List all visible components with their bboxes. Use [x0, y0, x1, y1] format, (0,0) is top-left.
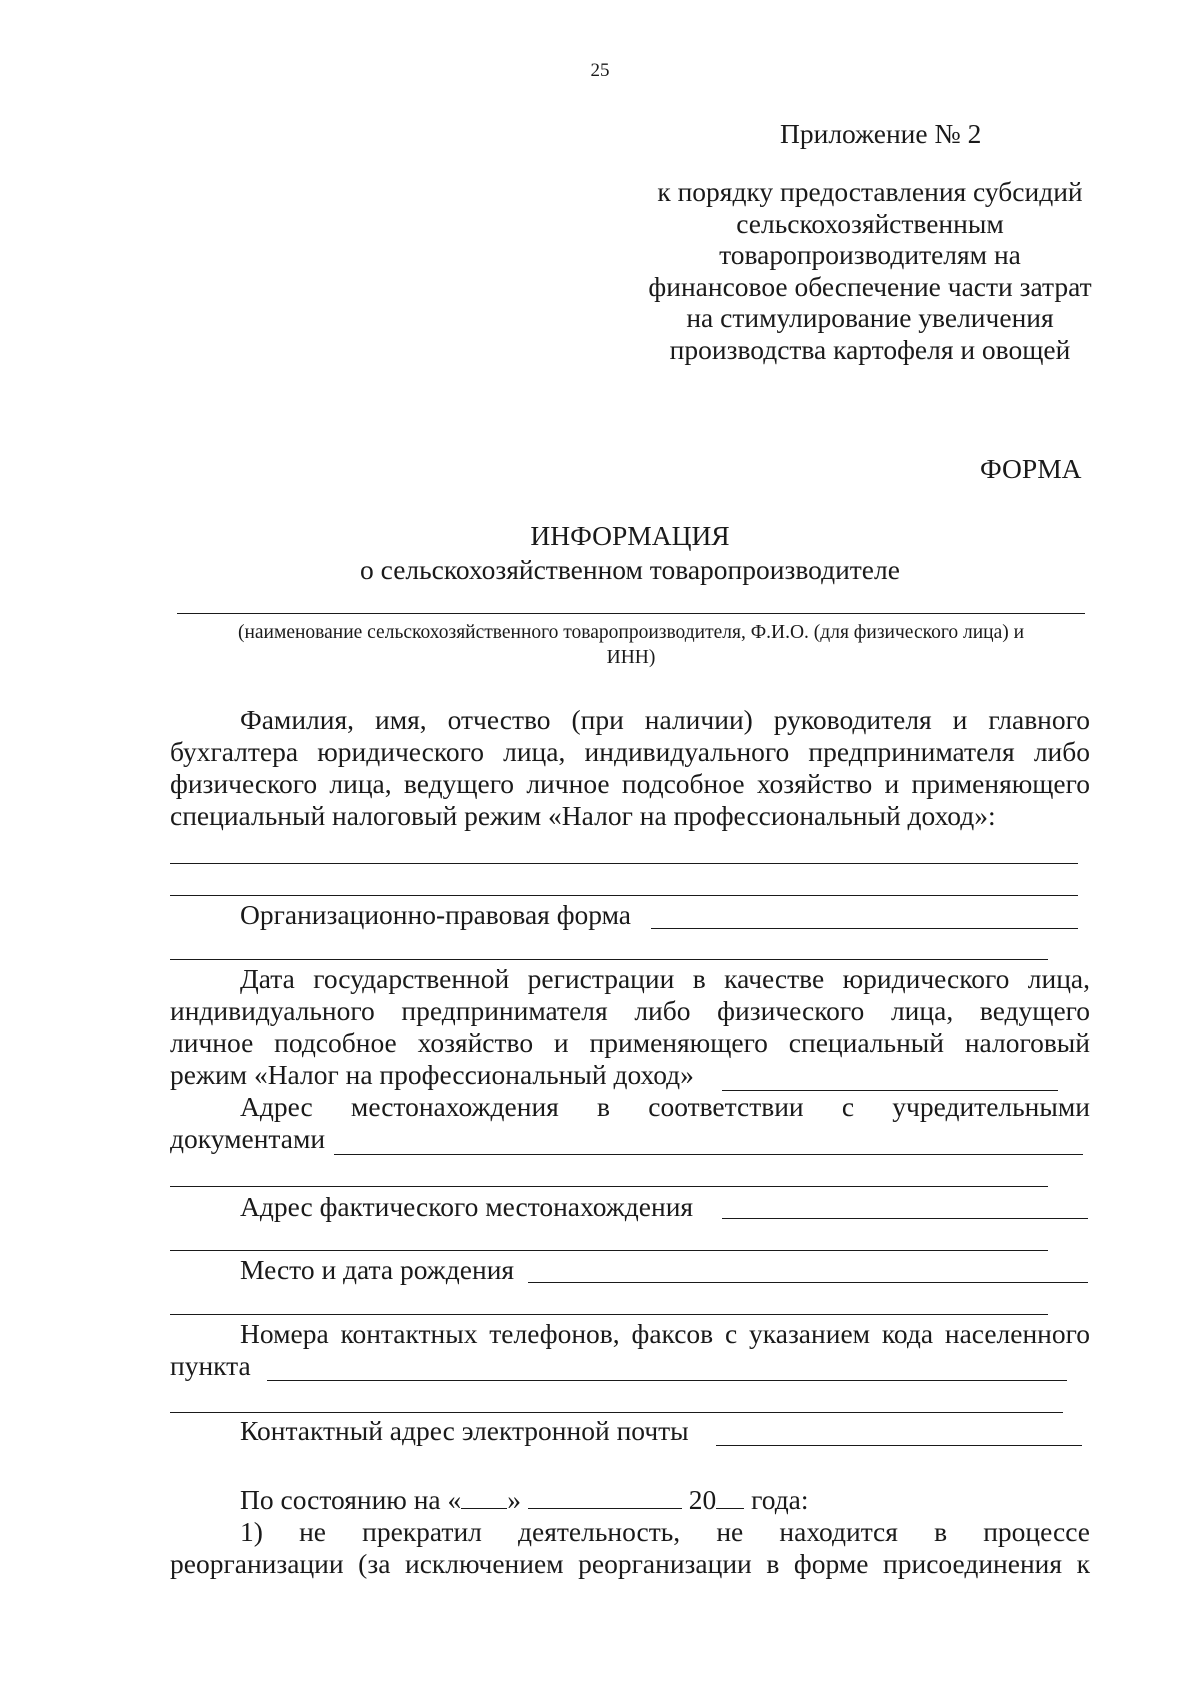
item1-line: реорганизации (за исключением реорганизации в форме присоединения к: [170, 1548, 1090, 1579]
appendix-subtitle: [600, 176, 1140, 365]
form-label: ФОРМА: [980, 453, 1082, 484]
manager-text-line: физического лица, ведущего личное подсобное хозяйство и применяющего: [170, 768, 1090, 799]
day-blank[interactable]: [461, 1486, 507, 1509]
year-prefix: 20: [688, 1484, 717, 1515]
registration-text-line: режим «Налог на профессиональный доход»: [170, 1059, 694, 1090]
manager-fill-line[interactable]: [170, 895, 1078, 896]
producer-name-line: [177, 613, 1085, 614]
birth-fill-line[interactable]: [170, 1314, 1048, 1315]
phones-fill-line[interactable]: [170, 1412, 1063, 1413]
legal-address-label: Адрес местонахождения в соответствии с учредительными: [240, 1091, 1090, 1122]
actual-address-fill-line[interactable]: [722, 1218, 1088, 1219]
appendix-subtitle-line: производства картофеля и овощей: [669, 333, 1071, 365]
registration-text-line: личное подсобное хозяйство и применяющего специальный налоговый: [170, 1027, 1090, 1058]
appendix-subtitle-line: товаропроизводителям на: [719, 239, 1021, 270]
status-prefix: По состоянию на «: [240, 1484, 462, 1515]
appendix-subtitle-line: финансовое обеспечение части затрат: [648, 270, 1092, 302]
status-quote-close: »: [507, 1484, 522, 1515]
manager-text-line: специальный налоговый режим «Налог на профессиональный доход»:: [170, 800, 996, 831]
legal-address-fill-line[interactable]: [170, 1186, 1048, 1187]
appendix-subtitle-line: к порядку предоставления субсидий: [657, 176, 1083, 207]
legal-form-fill-line[interactable]: [651, 928, 1078, 929]
legal-address-label-cont: документами: [170, 1123, 326, 1154]
appendix-subtitle-line: сельскохозяйственным: [736, 207, 1004, 239]
appendix-title: Приложение № 2: [780, 118, 982, 149]
producer-caption: [170, 620, 1092, 670]
registration-text-line: Дата государственной регистрации в качестве юридического лица,: [240, 963, 1090, 994]
caption-line: (наименование сельскохозяйственного товаропроизводителя, Ф.И.О. (для физического лица) и: [237, 622, 1025, 643]
caption-line: ИНН): [606, 647, 656, 668]
manager-fill-line[interactable]: [170, 863, 1078, 864]
phones-fill-line[interactable]: [267, 1380, 1067, 1381]
status-date-line: [240, 1484, 809, 1516]
email-label: Контактный адрес электронной почты: [240, 1415, 689, 1446]
actual-address-fill-line[interactable]: [170, 1250, 1048, 1251]
email-fill-line[interactable]: [716, 1445, 1082, 1446]
year-blank[interactable]: [716, 1486, 744, 1509]
item1-line: 1) не прекратил деятельность, не находится в процессе: [240, 1516, 1090, 1547]
birth-fill-line[interactable]: [528, 1282, 1088, 1283]
appendix-subtitle-line: на стимулирование увеличения: [686, 302, 1054, 333]
page-number: 25: [590, 60, 610, 81]
month-blank[interactable]: [528, 1486, 682, 1509]
actual-address-label: Адрес фактического местонахождения: [240, 1191, 694, 1222]
birth-label: Место и дата рождения: [240, 1254, 515, 1285]
legal-form-label: Организационно-правовая форма: [240, 899, 632, 930]
registration-text-line: индивидуального предпринимателя либо физического лица, ведущего: [170, 995, 1090, 1026]
heading-subtitle: о сельскохозяйственном товаропроизводителе: [360, 554, 900, 585]
phones-label-cont: пункта: [170, 1350, 251, 1381]
manager-text-line: Фамилия, имя, отчество (при наличии) руководителя и главного: [240, 704, 1090, 735]
legal-address-fill-line[interactable]: [334, 1154, 1083, 1155]
year-suffix: года:: [751, 1484, 809, 1515]
phones-label: Номера контактных телефонов, факсов с указанием кода населенного: [240, 1318, 1090, 1349]
manager-text-line: бухгалтера юридического лица, индивидуального предпринимателя либо: [170, 736, 1090, 767]
legal-form-fill-line[interactable]: [170, 959, 1048, 960]
heading-title: ИНФОРМАЦИЯ: [530, 520, 730, 551]
